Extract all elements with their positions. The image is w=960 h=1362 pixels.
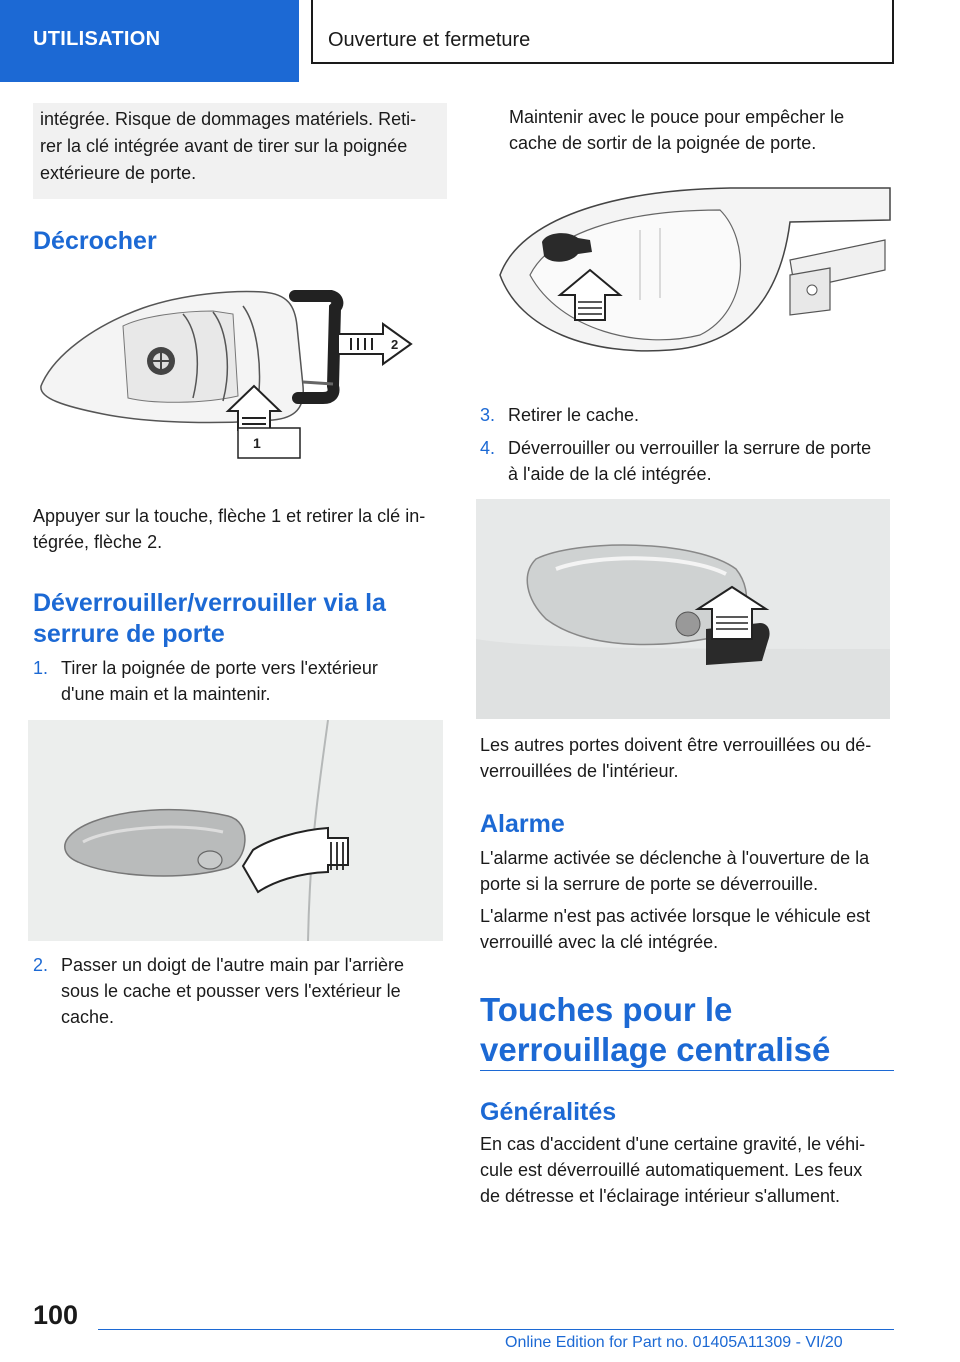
door-handle-photo-1: [28, 720, 443, 941]
text-line: verrouillées de l'intérieur.: [480, 761, 679, 781]
text-line: tégrée, flèche 2.: [33, 532, 163, 552]
page-number: 100: [33, 1300, 79, 1330]
cover-illustration: [490, 180, 892, 370]
warning-line: rer la clé intégrée avant de tirer sur la poignée: [40, 136, 408, 156]
text-line: L'alarme n'est pas activée lorsque le véhicule est: [480, 906, 871, 926]
step-line: Passer un doigt de l'autre main par l'arrière: [61, 955, 405, 975]
step-number: 2.: [33, 955, 49, 975]
step-line: Déverrouiller ou verrouiller la serrure de porte: [508, 438, 872, 458]
step-number: 1.: [33, 658, 49, 678]
door-handle-photo-2: [476, 499, 890, 719]
section-tab: [0, 0, 299, 82]
step-line: Tirer la poignée de porte vers l'extérieur: [61, 658, 378, 678]
heading-decrocher: Décrocher: [33, 227, 157, 255]
footer-rule: [98, 1329, 894, 1330]
text-line: porte si la serrure de porte se déverrouille.: [480, 874, 819, 894]
arrow-2-label: 2: [391, 337, 399, 352]
warning-line: intégrée. Risque de dommages matériels. Reti-: [40, 109, 417, 129]
step-2: [33, 952, 447, 1034]
step-line: sous le cache et pousser vers l'extérieur le: [61, 981, 401, 1001]
step-line: à l'aide de la clé intégrée.: [508, 464, 712, 484]
step-line: cache.: [61, 1007, 115, 1027]
heading-generalites: Généralités: [480, 1098, 617, 1126]
heading-underline: [480, 1070, 894, 1071]
text-line: L'alarme activée se déclenche à l'ouverture de la: [480, 848, 870, 868]
warning-line: extérieure de porte.: [40, 163, 197, 183]
warning-box: [33, 103, 447, 199]
text-line: cache de sortir de la poignée de porte.: [509, 133, 817, 153]
step-line: Retirer le cache.: [508, 405, 640, 425]
heading-alarme: Alarme: [480, 810, 565, 838]
key-illustration: [33, 286, 447, 464]
step-1: [33, 655, 447, 711]
step-4: [480, 435, 894, 491]
alarme-paragraph-1: [480, 845, 894, 897]
heading-line: Déverrouiller/verrouiller via la: [33, 589, 386, 617]
section-title: UTILISATION: [33, 28, 161, 50]
chapter-title: Ouverture et fermeture: [328, 29, 531, 51]
intro-text: [509, 104, 894, 156]
edition-text: Online Edition for Part no. 01405A11309 - VI/20: [505, 1334, 843, 1351]
step-line: d'une main et la maintenir.: [61, 684, 271, 704]
text-line: verrouillé avec la clé intégrée.: [480, 932, 719, 952]
step-number: 3.: [480, 405, 496, 425]
text-line: Appuyer sur la touche, flèche 1 et retirer la clé in-: [33, 506, 426, 526]
text-line: cule est déverrouillé automatiquement. Les feux: [480, 1160, 863, 1180]
heading-touches: [480, 990, 830, 1070]
text-line: En cas d'accident d'une certaine gravité, le véhi-: [480, 1134, 866, 1154]
text-line: de détresse et l'éclairage intérieur s'allument.: [480, 1186, 841, 1206]
heading-line: serrure de porte: [33, 620, 225, 648]
arrow-1-label: 1: [253, 435, 261, 451]
step-3: [480, 402, 894, 430]
text-line: Les autres portes doivent être verrouillées ou dé-: [480, 735, 872, 755]
text-line: Maintenir avec le pouce pour empêcher le: [509, 107, 845, 127]
chapter-box: [311, 0, 894, 64]
heading-line: Touches pour le: [480, 991, 733, 1028]
other-doors-text: [480, 732, 894, 784]
step-number: 4.: [480, 438, 496, 458]
generalites-text: [480, 1131, 894, 1209]
alarme-paragraph-2: [480, 903, 894, 955]
heading-deverrouiller: [33, 588, 386, 650]
decrocher-text: [33, 503, 447, 555]
heading-line: verrouillage centralisé: [480, 1031, 831, 1068]
